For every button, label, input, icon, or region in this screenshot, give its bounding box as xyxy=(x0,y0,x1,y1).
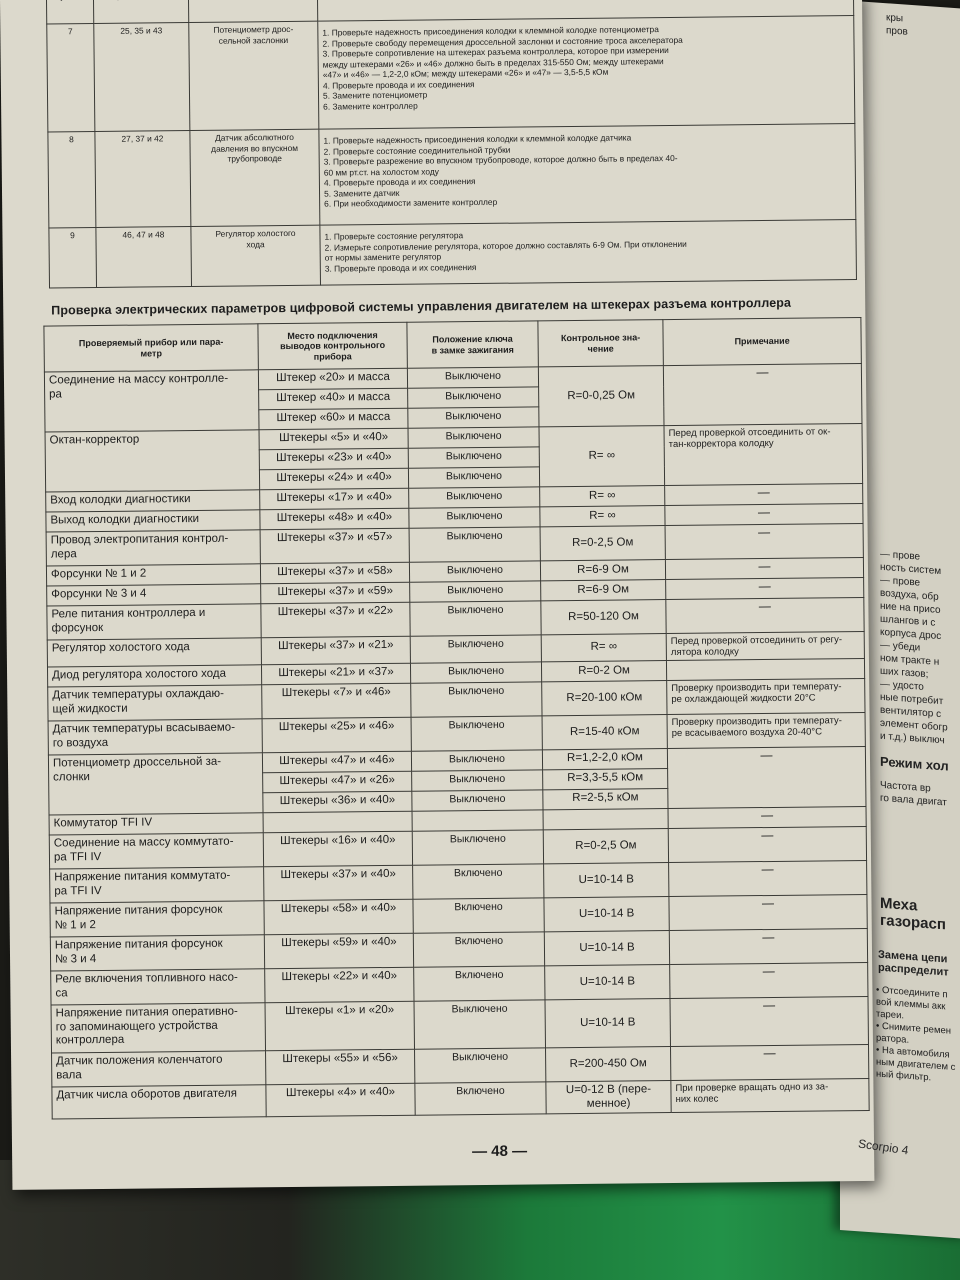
key-cell: Выключено xyxy=(410,662,541,683)
device-cell: Форсунки № 3 и 4 xyxy=(47,584,261,606)
pins-cell: Штекеры «47» и «46» xyxy=(262,751,411,773)
note-cell: — xyxy=(669,928,867,964)
note-cell: — xyxy=(665,557,863,579)
pins-cell: Штекеры «17» и «40» xyxy=(260,488,409,510)
pins: 27, 37 и 42 xyxy=(95,131,191,228)
fault-check-table xyxy=(46,0,857,289)
device-cell: Реле питания контроллера и форсунок xyxy=(47,604,261,640)
device-cell: Напряжение питания оперативно- го запоминающего устройства контроллера xyxy=(51,1003,265,1053)
table-title: Проверка электрических параметров цифровой системы управления двигателем на штекерах разъема контроллера xyxy=(51,295,792,318)
value-cell: R=0-2,5 Ом xyxy=(540,526,665,561)
key-cell: Выключено xyxy=(408,467,539,488)
value-cell: R=20-100 кОм xyxy=(542,681,667,716)
note-cell: — xyxy=(666,577,864,599)
pins-cell xyxy=(263,811,412,833)
device-cell: Диод регулятора холостого хода xyxy=(47,665,261,687)
device: Датчик абсолютного давления во впускном трубопроводе xyxy=(190,129,320,226)
value-cell: R=15-40 кОм xyxy=(542,715,667,750)
note-cell xyxy=(666,658,864,680)
note-cell: — xyxy=(670,1044,868,1080)
value-cell: R=6-9 Ом xyxy=(540,560,665,581)
table-row xyxy=(51,996,868,1053)
header-cell xyxy=(46,0,93,24)
right-page-heading: Меха газорасп xyxy=(880,894,946,934)
value-cell: R= ∞ xyxy=(540,486,665,507)
pins-cell: Штекеры «4» и «40» xyxy=(266,1083,415,1117)
key-cell: Выключено xyxy=(411,682,542,717)
value-cell: R= ∞ xyxy=(539,426,665,487)
right-page-section-text: Частота вр го вала двигат xyxy=(880,779,947,809)
pins-cell: Штекеры «37» и «59» xyxy=(261,582,410,604)
value-cell: R=0-2 Ом xyxy=(541,661,666,682)
value-cell: U=10-14 В xyxy=(545,965,670,1000)
steps: 1. Проверьте надежность присоединения колодки к клеммной колодке датчика 2. Проверьте состояние соединительной трубки 3. Проверьте разрежение во впускном трубопроводе, которое должно быть в пределах 40- 60 мм рт.ст. на холостом ходу 4. Проверьте провода и их соединения 5. Замените датчик 6. При необходимости замените контроллер xyxy=(319,124,856,226)
note-cell: — xyxy=(670,962,868,998)
key-cell: Включено xyxy=(413,898,544,933)
right-page-bullets: • Отсоедините п вой клеммы акк тареи. • Снимите ремен ратора. • На автомобиля ным двигателем с ный фильтр. xyxy=(876,984,956,1084)
note-cell: — xyxy=(668,826,866,862)
value-cell xyxy=(543,809,668,830)
device-cell: Датчик температуры всасываемо- го воздуха xyxy=(48,719,262,755)
value-cell: R=0-2,5 Ом xyxy=(543,829,668,864)
right-page-side-text: — прове ность систем — прове воздуха, обр ние на присо шлангов и с корпуса дрос — убеди ном тракте н ших газов; — удосто ные потребит вентилятор с элемент обогр и т.д.) выключ xyxy=(880,548,948,747)
pins-cell: Штекеры «47» и «26» xyxy=(263,771,412,793)
value-cell: U=10-14 В xyxy=(545,999,670,1048)
device-cell: Провод электропитания контрол- лера xyxy=(46,530,260,566)
key-cell: Выключено xyxy=(412,830,543,865)
pins-cell: Штекеры «25» и «46» xyxy=(262,717,411,753)
note-cell: Проверку производить при температу- ре охлаждающей жидкости 20°С xyxy=(667,678,865,714)
pins-cell: Штекеры «22» и «40» xyxy=(265,967,414,1003)
header-device: Проверяемый прибор или пара- метр xyxy=(44,324,258,372)
value-cell: R=1,2-2,0 кОм xyxy=(542,749,667,770)
note-cell: Проверку производить при температу- ре всасываемого воздуха 20-40°С xyxy=(667,712,865,748)
pins-cell: Штекеры «21» и «37» xyxy=(261,663,410,685)
key-cell: Выключено xyxy=(410,581,541,602)
key-cell xyxy=(412,810,543,831)
pins-cell: Штекеры «37» и «57» xyxy=(260,528,409,564)
note-cell: — xyxy=(666,597,864,633)
pins-cell: Штекеры «59» и «40» xyxy=(264,933,413,969)
table-row xyxy=(48,124,856,228)
note-cell: — xyxy=(669,894,867,930)
steps: 1. Проверьте надежность присоединения колодки к клеммной колодке потенциометра 2. Проверьте свободу перемещения дроссельной заслонки и состояние троса акселератора 3. Проверьте сопротивление на штекерах разъема контроллера, которое при измерении между штекерами «26» и «46» должно быть в пределах 315-550 Ом; между штекерами «47» и «46» — 1,2-2,0 кОм; между штекерами «26» и «47» — 3,5-5,5 кОм 4. Проверьте провода и их соединения 5. Замените потенциометр 6. Замените контроллер xyxy=(318,16,855,130)
key-cell: Выключено xyxy=(408,427,539,448)
device-cell: Выход колодки диагностики xyxy=(46,510,260,532)
note-cell: При проверке вращать одно из за- них колес xyxy=(671,1078,869,1112)
header-note: Примечание xyxy=(663,318,861,366)
note-cell: — xyxy=(665,523,863,559)
device-cell: Форсунки № 1 и 2 xyxy=(46,564,260,586)
page-number: — 48 — xyxy=(471,1142,528,1161)
device-cell: Коммутатор TFI IV xyxy=(49,813,263,835)
pins-cell: Штекеры «55» и «56» xyxy=(266,1049,415,1085)
pins-cell: Штекеры «37» и «21» xyxy=(261,636,410,665)
step-number: 8 xyxy=(48,132,96,228)
device: Регулятор холостого хода xyxy=(191,225,321,286)
device: Потенциометр дрос- сельной заслонки xyxy=(189,21,319,130)
electrical-parameters-table xyxy=(43,317,869,1120)
steps: 1. Проверьте состояние регулятора 2. Измерьте сопротивление регулятора, которое должно составлять 6-9 Ом. При отклонении от нормы замените регулятор 3. Проверьте провода и их соединения xyxy=(320,220,857,286)
pins-cell: Штекер «40» и масса xyxy=(259,388,408,410)
value-cell: R=6-9 Ом xyxy=(541,580,666,601)
note-cell: — xyxy=(668,806,866,828)
value-cell: U=0-12 В (пере- менное) xyxy=(546,1081,671,1114)
pins-cell: Штекеры «36» и «40» xyxy=(263,791,412,813)
key-cell: Выключено xyxy=(410,601,541,636)
key-cell: Включено xyxy=(415,1082,546,1115)
key-cell: Выключено xyxy=(408,387,539,408)
pins: 46, 47 и 48 xyxy=(96,227,192,288)
device-cell: Регулятор холостого хода xyxy=(47,638,261,667)
device-cell: Октан-корректор xyxy=(45,430,260,492)
pins-cell: Штекеры «23» и «40» xyxy=(259,448,408,470)
key-cell: Выключено xyxy=(409,561,540,582)
value-cell: U=10-14 В xyxy=(544,931,669,966)
key-cell: Выключено xyxy=(408,447,539,468)
key-cell: Включено xyxy=(413,932,544,967)
device-cell: Напряжение питания коммутато- ра TFI IV xyxy=(50,867,264,903)
note-cell: — xyxy=(665,483,863,505)
note-cell: Перед проверкой отсоединить от ок- тан-корректора колодку xyxy=(664,423,863,485)
key-cell: Выключено xyxy=(415,1048,546,1083)
note-cell: — xyxy=(670,996,868,1046)
pins-cell: Штекеры «37» и «40» xyxy=(264,865,413,901)
key-cell: Выключено xyxy=(409,507,540,528)
device-cell: Вход колодки диагностики xyxy=(46,490,260,512)
note-cell: — xyxy=(663,364,862,426)
device-cell: Напряжение питания форсунок № 3 и 4 xyxy=(50,935,264,971)
right-page-top-text: кры пров xyxy=(886,12,908,38)
pins-cell: Штекеры «24» и «40» xyxy=(259,468,408,490)
pins-cell: Штекеры «37» и «22» xyxy=(261,602,410,638)
note-cell: — xyxy=(669,860,867,896)
value-cell: U=10-14 В xyxy=(544,863,669,898)
pins: 25, 35 и 43 xyxy=(94,23,190,132)
key-cell: Включено xyxy=(414,966,545,1001)
value-cell: R= ∞ xyxy=(541,634,666,662)
key-cell: Выключено xyxy=(414,1000,545,1049)
key-cell: Выключено xyxy=(410,635,541,663)
note-cell: — xyxy=(667,746,866,808)
note-cell: — xyxy=(665,503,863,525)
key-cell: Выключено xyxy=(408,407,539,428)
key-cell: Выключено xyxy=(409,487,540,508)
header-key: Положение ключа в замке зажигания xyxy=(407,321,538,368)
step-number: 9 xyxy=(49,228,97,288)
device-cell: Реле включения топливного насо- са xyxy=(51,969,265,1005)
header-cell xyxy=(188,0,317,23)
pins-cell: Штекеры «48» и «40» xyxy=(260,508,409,530)
step-number: 7 xyxy=(47,24,95,132)
value-cell: R=3,3-5,5 кОм xyxy=(543,769,668,790)
right-page-subheading: Замена цепи распределит xyxy=(878,948,949,979)
device-cell: Датчик положения коленчатого вала xyxy=(52,1051,266,1087)
pins-cell: Штекеры «37» и «58» xyxy=(260,562,409,584)
device-cell: Соединение на массу коммутато- ра TFI IV xyxy=(49,833,263,869)
table-row xyxy=(49,220,857,288)
key-cell: Выключено xyxy=(407,367,538,388)
key-cell: Включено xyxy=(413,864,544,899)
value-cell: R=2-5,5 кОм xyxy=(543,789,668,810)
pins-cell: Штекеры «7» и «46» xyxy=(262,683,411,719)
device-cell: Потенциометр дроссельной за- слонки xyxy=(48,753,263,815)
value-cell: R=200-450 Ом xyxy=(546,1047,671,1082)
pins-cell: Штекеры «16» и «40» xyxy=(263,831,412,867)
key-cell: Выключено xyxy=(412,790,543,811)
device-cell: Датчик числа оборотов двигателя xyxy=(52,1085,266,1119)
key-cell: Выключено xyxy=(409,527,540,562)
value-cell: U=10-14 В xyxy=(544,897,669,932)
device-cell: Соединение на массу контролле- ра xyxy=(44,370,259,432)
key-cell: Выключено xyxy=(411,716,542,751)
table-row xyxy=(47,16,855,132)
header-pins: Место подключения выводов контрольного прибора xyxy=(258,322,407,370)
key-cell: Выключено xyxy=(411,750,542,771)
pins-cell: Штекер «20» и масса xyxy=(258,368,407,390)
pins-cell: Штекер «60» и масса xyxy=(259,408,408,430)
header-cell xyxy=(93,0,188,24)
value-cell: R= ∞ xyxy=(540,506,665,527)
pins-cell: Штекеры «58» и «40» xyxy=(264,899,413,935)
page-footer: Scorpio 4 xyxy=(857,1136,910,1158)
header-value: Контрольное зна- чение xyxy=(538,320,663,367)
value-cell: R=0-0,25 Ом xyxy=(538,366,664,427)
pins-cell: Штекеры «5» и «40» xyxy=(259,428,408,450)
right-page-section: Режим хол xyxy=(880,753,949,774)
device-cell: Датчик температуры охлаждаю- щей жидкости xyxy=(48,685,262,721)
pins-cell: Штекеры «1» и «20» xyxy=(265,1001,414,1051)
key-cell: Выключено xyxy=(412,770,543,791)
device-cell: Напряжение питания форсунок № 1 и 2 xyxy=(50,901,264,937)
value-cell: R=50-120 Ом xyxy=(541,600,666,635)
note-cell: Перед проверкой отсоединить от регу- лятора колодку xyxy=(666,631,864,660)
